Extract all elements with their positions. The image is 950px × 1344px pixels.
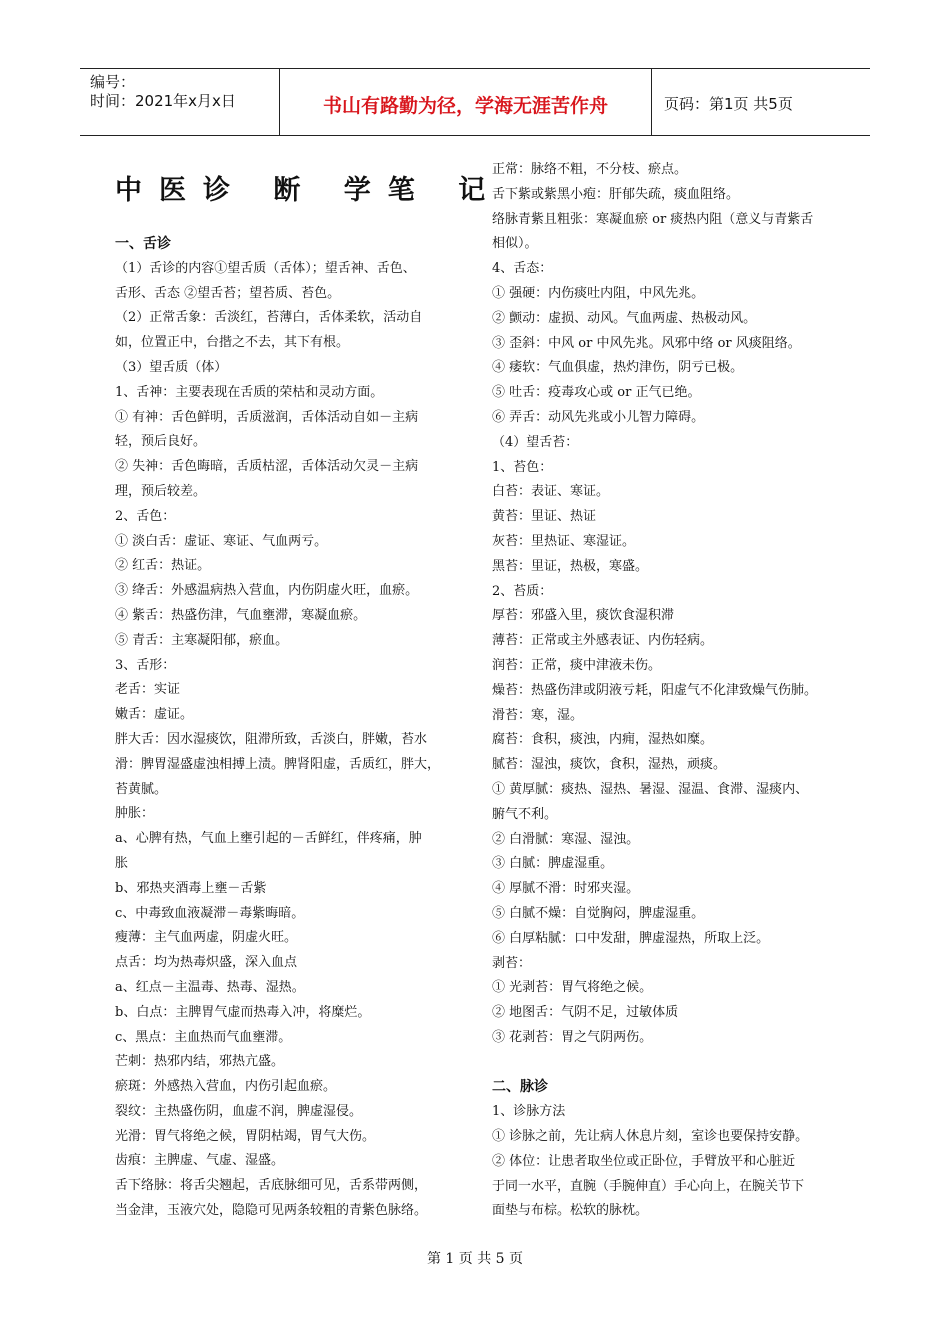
text-line: 胖大舌：因水湿痰饮，阻滞所致，舌淡白，胖嫩，苔水 [115, 731, 428, 747]
date-label: 时间：2021年x月x日 [90, 92, 236, 110]
text-line: a、红点－主温毒、热毒、湿热。 [115, 979, 305, 995]
text-line: ② 红舌：热证。 [115, 558, 211, 574]
header-meta-cell [80, 69, 280, 135]
text-line: 芒刺：热邪内结，邪热亢盛。 [115, 1054, 285, 1070]
text-line: 光滑：胃气将绝之候，胃阴枯竭，胃气大伤。 [115, 1128, 376, 1144]
text-line: 舌下紫或紫黑小疱：肝郁失疏，痰血阻络。 [492, 186, 740, 202]
text-line: ⑤ 白腻不燥：自觉胸闷，脾虚湿重。 [492, 905, 705, 921]
document-number-label: 编号： [90, 73, 136, 91]
motto-text: 书山有路勤为径，学海无涯苦作舟 [322, 95, 608, 117]
text-line: ③ 歪斜：中风 or 中风先兆。风邪中络 or 风痰阻络。 [492, 335, 801, 351]
text-line: （2）正常舌象：舌淡红，苔薄白，舌体柔软，活动自 [115, 310, 423, 326]
text-line: ① 淡白舌：虚证、寒证、气血两亏。 [115, 533, 328, 549]
text-line: 灰苔：里热证、寒湿证。 [492, 533, 636, 549]
text-line: ① 诊脉之前，先让病人休息片刻，室诊也要保持安静。 [492, 1129, 809, 1145]
text-line: 2、苔质： [492, 583, 553, 599]
text-line: 1、诊脉方法 [492, 1104, 566, 1120]
text-line: 面垫与布棕。松软的脉枕。 [492, 1203, 649, 1219]
text-line: 厚苔：邪盛入里，痰饮食湿积滞 [492, 608, 675, 624]
left-column [115, 232, 465, 1224]
text-line: ② 体位：让患者取坐位或正卧位，手臂放平和心脏近 [492, 1153, 796, 1169]
text-line: 4、舌态： [492, 261, 553, 277]
text-line: 络脉青紫且粗张：寒凝血瘀 or 痰热内阻（意义与青紫舌 [492, 211, 814, 227]
text-line: ② 白滑腻：寒湿、湿浊。 [492, 831, 640, 847]
text-line: 舌形、舌态 ②望舌苔；望苔质、苔色。 [115, 285, 341, 301]
text-line: b、邪热夹酒毒上壅－舌紫 [115, 880, 267, 896]
text-line: ② 失神：舌色晦暗，舌质枯涩，舌体活动欠灵－主病 [115, 459, 419, 475]
header-motto-cell [280, 69, 652, 135]
text-line: ⑥ 弄舌：动风先兆或小儿智力障碍。 [492, 409, 705, 425]
text-line: 1、苔色： [492, 459, 553, 475]
text-line: ③ 绛舌：外感温病热入营血，内伤阴虚火旺，血瘀。 [115, 583, 419, 599]
text-line: （4）望舌苔： [492, 434, 579, 450]
text-line: 滑：脾胃湿盛虚浊相搏上渍。脾肾阳虚，舌质红，胖大， [115, 756, 441, 772]
text-line: 齿痕：主脾虚、气虚、湿盛。 [115, 1153, 285, 1169]
text-line: 腑气不利。 [492, 806, 558, 822]
text-line: 黑苔：里证，热极，寒盛。 [492, 558, 649, 574]
text-line: 老舌：实证 [115, 682, 181, 698]
text-line: 薄苔：正常或主外感表证、内伤轻病。 [492, 633, 714, 649]
text-line: 腻苔：湿浊，痰饮，食积，湿热，顽痰。 [492, 757, 727, 773]
text-line: b、白点：主脾胃气虚而热毒入冲，将糜烂。 [115, 1004, 371, 1020]
page-number-info: 页码：第1页 共5页 [664, 95, 793, 113]
text-line: ① 有神：舌色鲜明，舌质滋润，舌体活动自如－主病 [115, 409, 419, 425]
text-line: 相似）。 [492, 236, 538, 252]
text-line: 腐苔：食积，痰浊，内痈，湿热如糜。 [492, 732, 714, 748]
text-line: 滑苔：寒，湿。 [492, 707, 584, 723]
text-line: 润苔：正常，痰中津液未伤。 [492, 657, 662, 673]
text-line: 点舌：均为热毒炽盛，深入血点 [115, 955, 298, 971]
text-line: 燥苔：热盛伤津或阴液亏耗，阳虚气不化津致燥气伤肺。 [492, 682, 818, 698]
text-line: 嫩舌：虚证。 [115, 707, 194, 723]
text-line: 胀 [115, 855, 129, 871]
text-line: 舌下络脉：将舌尖翘起，舌底脉细可见，舌系带两侧， [115, 1178, 428, 1194]
text-line: 肿胀： [115, 806, 155, 822]
text-line: c、中毒致血液凝滞－毒紫晦暗。 [115, 905, 305, 921]
text-line: ② 颤动：虚损、动风。气血两虚、热极动风。 [492, 310, 757, 326]
text-line: 2、舌色： [115, 508, 176, 524]
text-line: ① 黄厚腻：痰热、湿热、暑湿、湿温、食滞、湿痰内、 [492, 781, 809, 797]
text-line: ⑥ 白厚粘腻：口中发甜，脾虚湿热，所取上泛。 [492, 930, 770, 946]
text-line: （3）望舌质（体） [115, 359, 228, 375]
text-line: 瘀斑：外感热入营血，内伤引起血瘀。 [115, 1079, 337, 1095]
text-line: ④ 厚腻不滑：时邪夹湿。 [492, 881, 640, 897]
text-line: ③ 花剥苔：胃之气阴两伤。 [492, 1029, 653, 1045]
text-line: ⑤ 青舌：主寒凝阳郁，瘀血。 [115, 632, 289, 648]
text-line: 瘦薄：主气血两虚，阴虚火旺。 [115, 930, 298, 946]
text-line: 轻，预后良好。 [115, 434, 207, 450]
text-line: ① 光剥苔：胃气将绝之候。 [492, 980, 653, 996]
text-line: 正常：脉络不粗，不分枝、瘀点。 [492, 162, 688, 177]
text-line: 如，位置正中，台揩之不去，其下有根。 [115, 335, 350, 351]
text-line: a、心脾有热，气血上壅引起的－舌鲜红，伴疼痛，肿 [115, 831, 422, 847]
section-heading: 一、舌诊 [115, 236, 171, 252]
text-line: 1、舌神：主要表现在舌质的荣枯和灵动方面。 [115, 384, 384, 400]
text-line: 黄苔：里证、热证 [492, 509, 597, 525]
section-heading: 二、脉诊 [492, 1079, 548, 1096]
text-line: ④ 紫舌：热盛伤津，气血壅滞，寒凝血瘀。 [115, 607, 367, 623]
text-line: 苔黄腻。 [115, 781, 168, 797]
text-line: ④ 痿软：气血俱虚，热灼津伤，阴亏已极。 [492, 360, 744, 376]
text-line: 当金津，玉液穴处，隐隐可见两条较粗的青紫色脉络。 [115, 1203, 428, 1219]
document-title: 中医诊 断 学笔 记 [115, 175, 503, 206]
page-header [80, 68, 870, 136]
page-footer: 第 1 页 共 5 页 [426, 1251, 524, 1267]
text-line: ⑤ 吐舌：疫毒攻心或 or 正气已绝。 [492, 385, 701, 401]
text-line [492, 1051, 852, 1076]
text-line: 3、舌形： [115, 657, 176, 673]
text-line: （1）舌诊的内容①望舌质（舌体）；望舌神、舌色、 [115, 260, 416, 276]
header-page-cell [652, 69, 870, 135]
text-line: ② 地图舌：气阴不足，过敏体质 [492, 1005, 679, 1021]
text-line: 白苔：表证、寒证。 [492, 484, 610, 500]
text-line: 剥苔： [492, 955, 532, 971]
right-column [492, 158, 852, 1224]
text-line: ① 强硬：内伤痰吐内阻，中风先兆。 [492, 285, 705, 301]
text-line: 理，预后较差。 [115, 483, 207, 499]
text-line: ③ 白腻：脾虚湿重。 [492, 856, 614, 872]
text-line: c、黑点：主血热而气血壅滞。 [115, 1029, 292, 1045]
text-line: 裂纹：主热盛伤阴，血虚不润，脾虚湿侵。 [115, 1103, 363, 1119]
text-line: 于同一水平，直腕（手腕伸直）手心向上，在腕关节下 [492, 1178, 805, 1194]
